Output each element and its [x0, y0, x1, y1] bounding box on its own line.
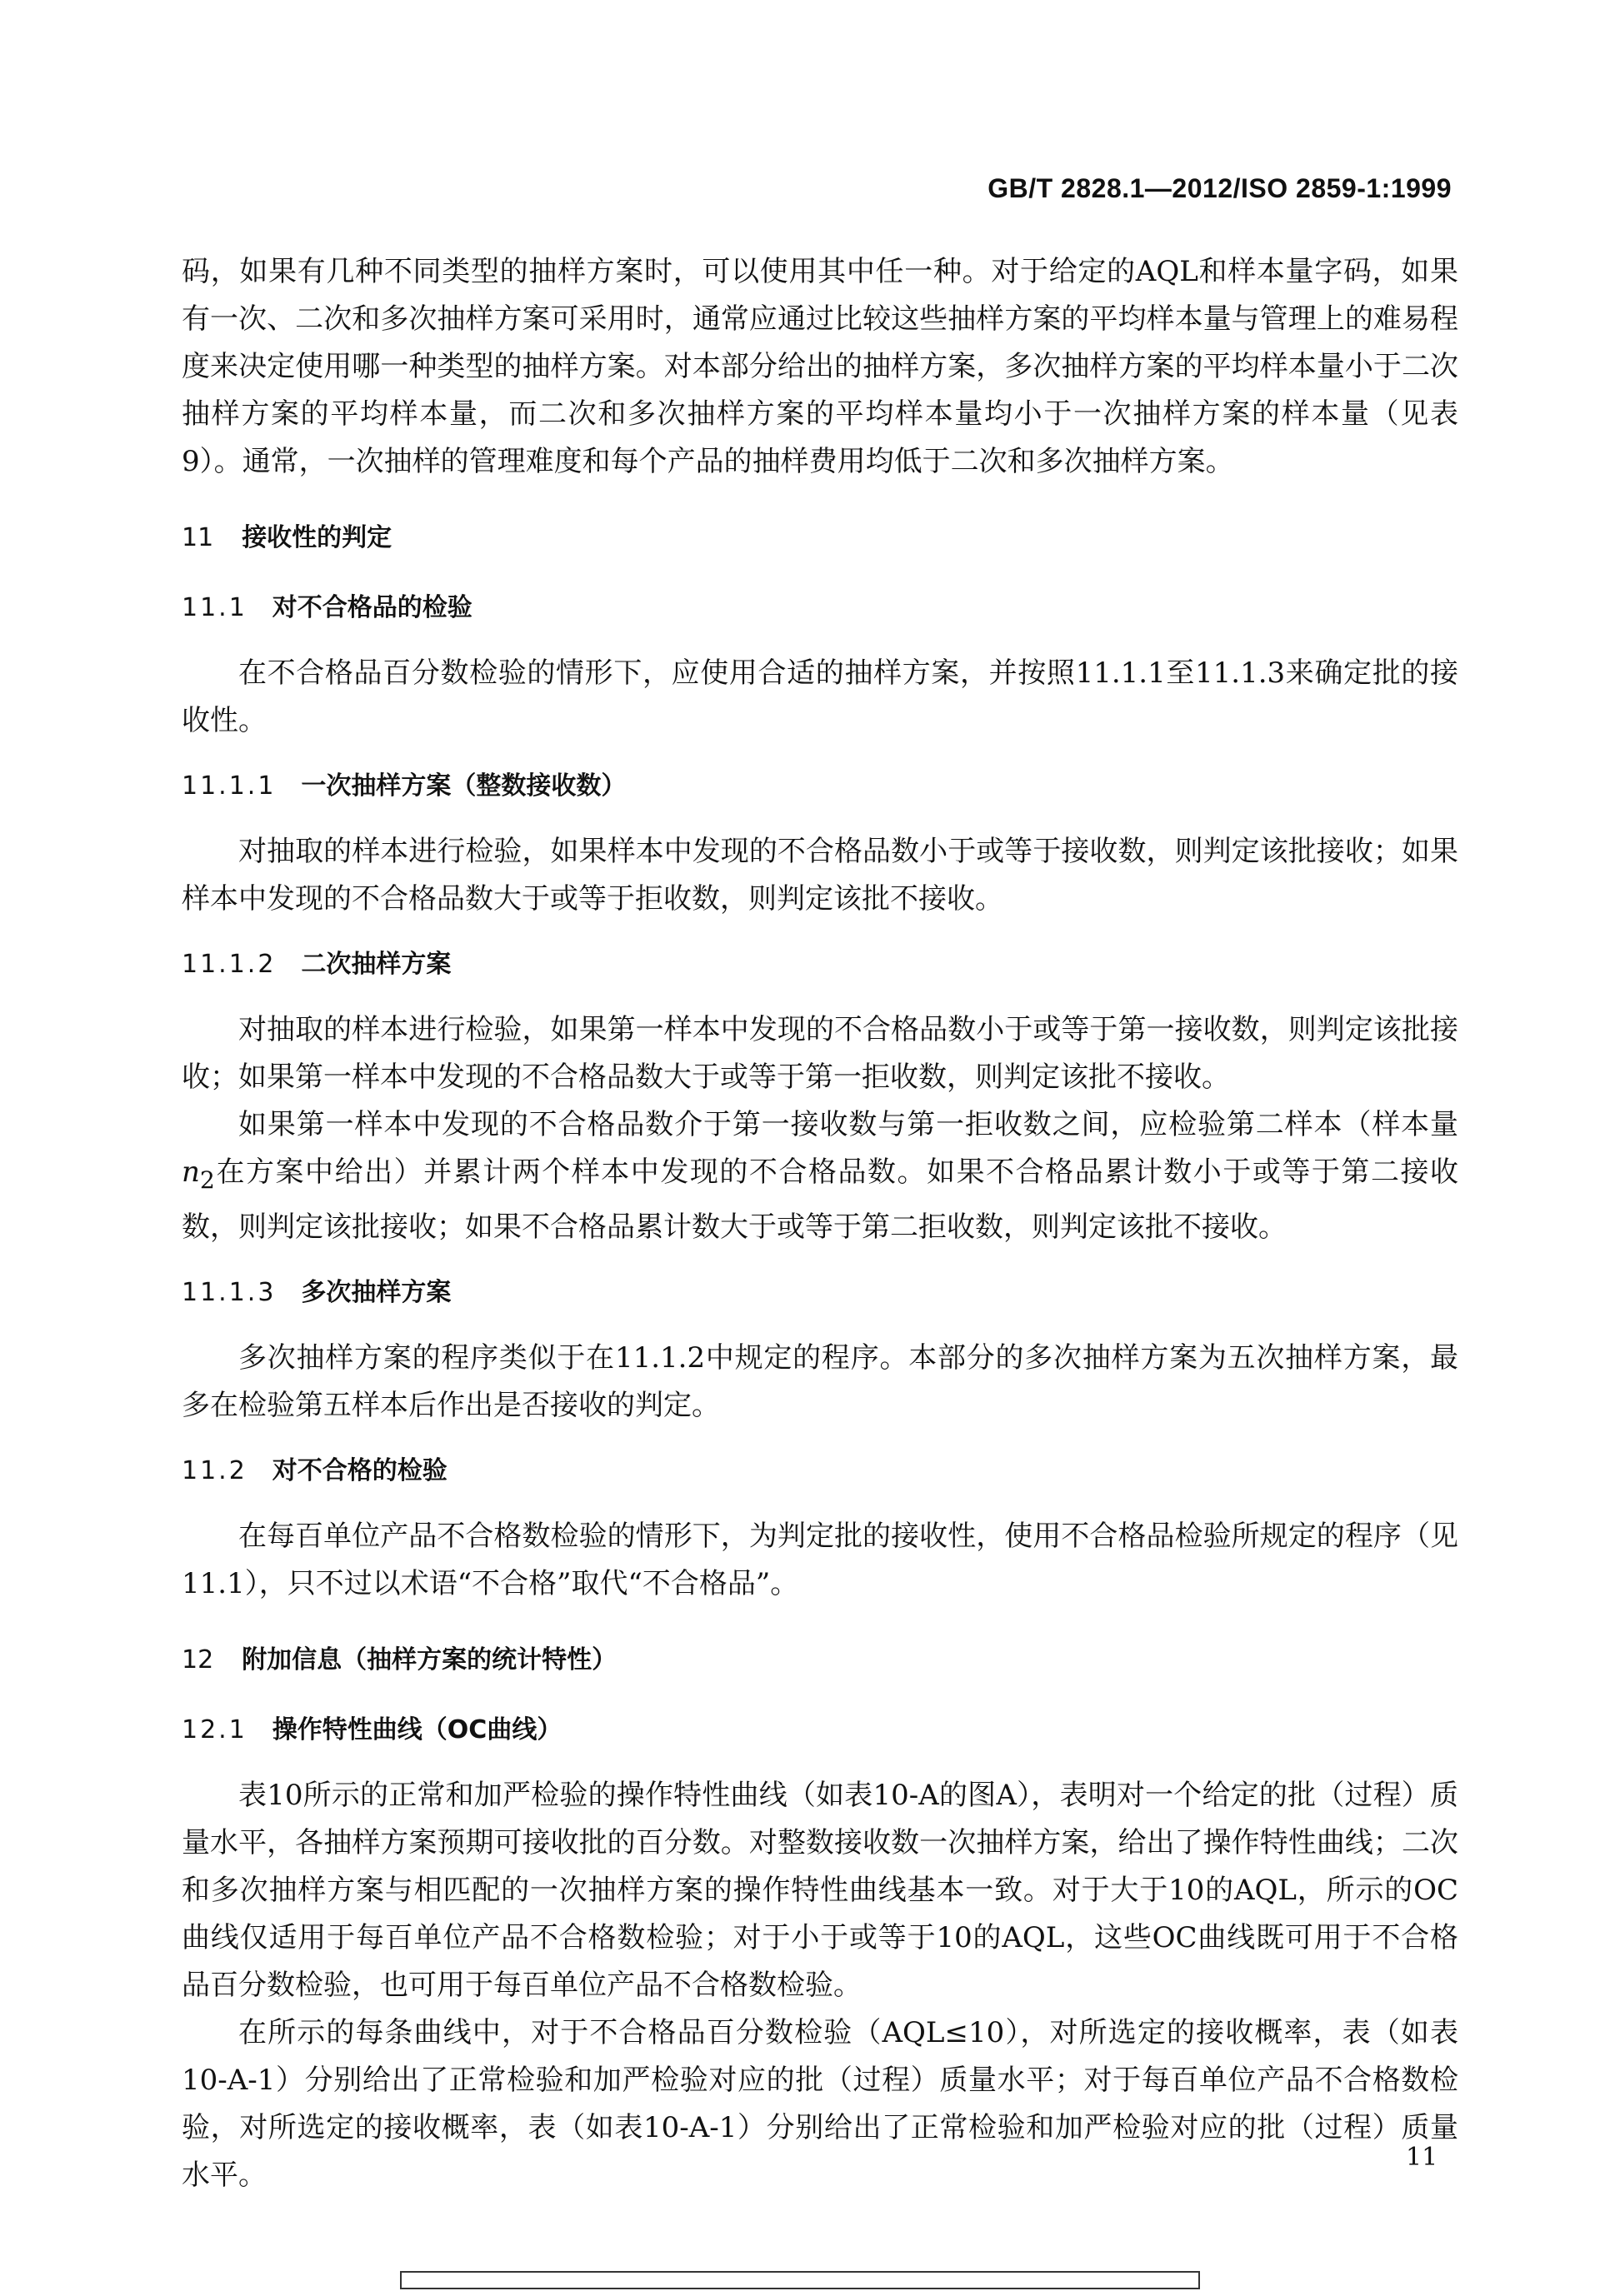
paragraph-12-1-a: 表10所示的正常和加严检验的操作特性曲线（如表10-A的图A），表明对一个给定的批（过程）质量水平，各抽样方案预期可接收批的百分数。对整数接收数一次抽样方案，给出了操作特性曲线；二次和多次抽样方案与相匹配的一次抽样方案的操作特性曲线基本一致。对于大于10的AQL，所示的OC曲线仅适用于每百单位产品不合格数检验；对于小于或等于10的AQL，这些OC曲线既可用于不合格品百分数检验，也可用于每百单位产品不合格数检验。	[182, 1778, 1458, 2002]
section-number: 11	[182, 523, 214, 552]
section-number: 11.1.3	[182, 1277, 277, 1307]
section-heading-11-1-1	[182, 766, 1458, 807]
section-number: 11.1.2	[182, 950, 277, 979]
section-title: 多次抽样方案	[301, 1277, 452, 1307]
section-number: 12.1	[182, 1715, 248, 1744]
section-title: 接收性的判定	[242, 523, 392, 552]
section-title: 对不合格的检验	[272, 1455, 448, 1485]
paragraph-11-1-2-a: 对抽取的样本进行检验，如果第一样本中发现的不合格品数小于或等于第一接收数，则判定该批接收；如果第一样本中发现的不合格品数大于或等于第一拒收数，则判定该批不接收。	[182, 1013, 1458, 1094]
section-title: 附加信息（抽样方案的统计特性）	[242, 1645, 618, 1675]
section-number: 11.1	[182, 593, 248, 622]
paragraph-11-1-1: 对抽取的样本进行检验，如果样本中发现的不合格品数小于或等于接收数，则判定该批接收；如果样本中发现的不合格品数大于或等于拒收数，则判定该批不接收。	[182, 835, 1458, 916]
paragraph-11-1-2-b	[182, 1101, 1458, 1251]
section-heading-11	[182, 517, 1458, 559]
variable-n: n	[182, 1155, 200, 1189]
section-heading-11-1	[182, 587, 1458, 629]
section-heading-11-1-3	[182, 1272, 1458, 1314]
paragraph-11-1-3: 多次抽样方案的程序类似于在11.1.2中规定的程序。本部分的多次抽样方案为五次抽样方案，最多在检验第五样本后作出是否接收的判定。	[182, 1340, 1458, 1422]
page-number: 11	[1406, 2143, 1438, 2172]
paragraph-11-2: 在每百单位产品不合格数检验的情形下，为判定批的接收性，使用不合格品检验所规定的程序（见11.1），只不过以术语“不合格”取代“不合格品”。	[182, 1519, 1458, 1600]
variable-subscript: 2	[199, 1165, 215, 1194]
paragraph-12-1-b: 在所示的每条曲线中，对于不合格品百分数检验（AQL≤10），对所选定的接收概率，表（如表10-A-1）分别给出了正常检验和加严检验对应的批（过程）质量水平；对于每百单位产品不合格数检验，对所选定的接收概率，表（如表10-A-1）分别给出了正常检验和加严检验对应的批（过程）质量水平。	[182, 2015, 1458, 2192]
page-body	[182, 248, 1458, 2199]
paragraph-continued: 码，如果有几种不同类型的抽样方案时，可以使用其中任一种。对于给定的AQL和样本量字码，如果有一次、二次和多次抽样方案可采用时，通常应通过比较这些抽样方案的平均样本量与管理上的难易程度来决定使用哪一种类型的抽样方案。对本部分给出的抽样方案，多次抽样方案的平均样本量小于二次抽样方案的平均样本量，而二次和多次抽样方案的平均样本量均小于一次抽样方案的样本量（见表9）。通常，一次抽样的管理难度和每个产品的抽样费用均低于二次和多次抽样方案。	[182, 255, 1458, 478]
footer-bar	[400, 2271, 1200, 2289]
paragraph-text: 在方案中给出）并累计两个样本中发现的不合格品数。如果不合格品累计数小于或等于第二接收数，则判定该批接收；如果不合格品累计数大于或等于第二拒收数，则判定该批不接收。	[182, 1155, 1458, 1244]
section-number: 11.1.1	[182, 771, 277, 801]
section-title: 操作特性曲线（OC曲线）	[272, 1715, 562, 1744]
section-heading-12-1	[182, 1710, 1458, 1751]
section-title: 一次抽样方案（整数接收数）	[301, 771, 627, 801]
section-number: 12	[182, 1645, 214, 1675]
section-number: 11.2	[182, 1455, 248, 1485]
paragraph-text: 如果第一样本中发现的不合格品数介于第一接收数与第一拒收数之间，应检验第二样本（样本量	[238, 1108, 1458, 1141]
section-heading-12	[182, 1640, 1458, 1681]
standard-id-header: GB/T 2828.1—2012/ISO 2859-1:1999	[988, 173, 1452, 203]
section-heading-11-2	[182, 1450, 1458, 1492]
section-heading-11-1-2	[182, 944, 1458, 986]
section-title: 二次抽样方案	[301, 950, 452, 979]
paragraph-11-1: 在不合格品百分数检验的情形下，应使用合适的抽样方案，并按照11.1.1至11.1.3来确定批的接收性。	[182, 656, 1458, 737]
section-title: 对不合格品的检验	[272, 593, 472, 622]
